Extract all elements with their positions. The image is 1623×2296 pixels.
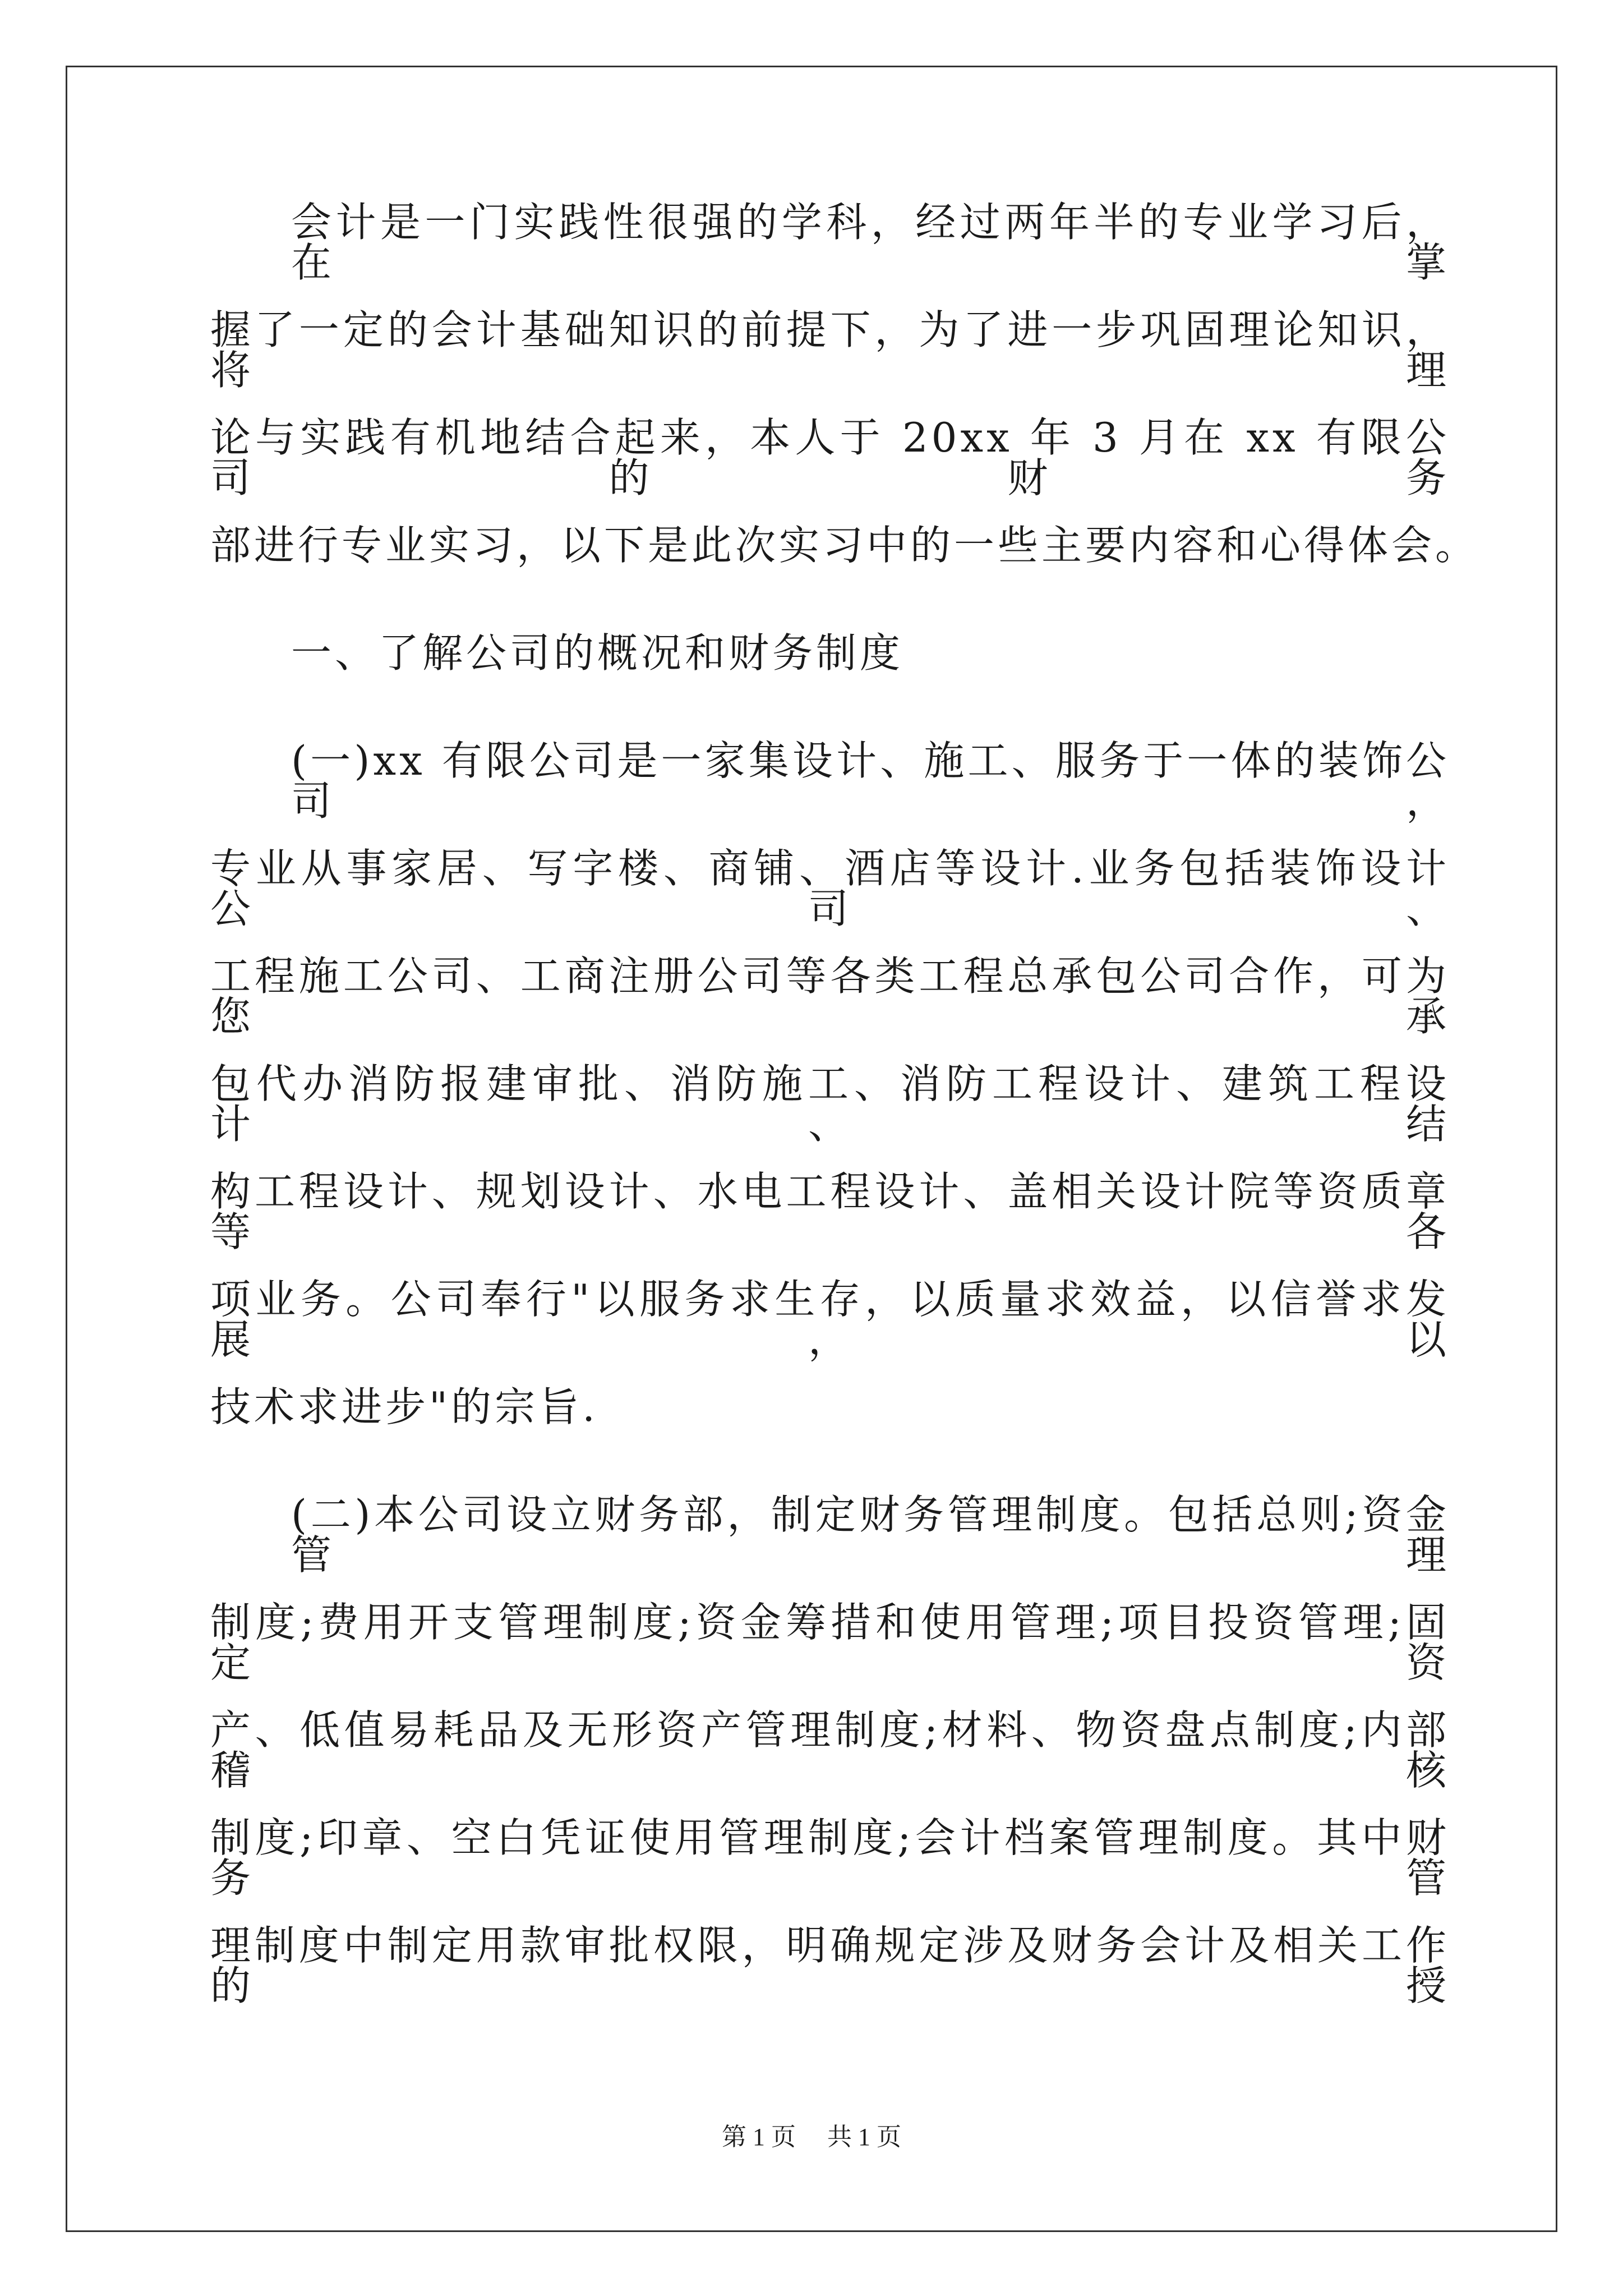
paragraph-3-line-2: 制度;费用开支管理制度;资金筹措和使用管理;项目投资管理;固定资: [210, 1599, 1450, 1686]
paragraph-3-line-4: 制度;印章、空白凭证使用管理制度;会计档案管理制度。其中财务管: [210, 1814, 1450, 1902]
page-number-total: 共 1 页: [827, 2123, 901, 2151]
paragraph-2-line-3: 工程施工公司、工商注册公司等各类工程总承包公司合作，可为您承: [210, 953, 1450, 1040]
paragraph-1-line-2: 握了一定的会计基础知识的前提下，为了进一步巩固理论知识，将理: [210, 306, 1450, 394]
section-heading-1: 一、了解公司的概况和财务制度: [291, 629, 904, 677]
paragraph-2-line-6: 项业务。公司奉行"以服务求生存，以质量求效益，以信誉求发展，以: [210, 1276, 1450, 1363]
paragraph-3-line-1: (二)本公司设立财务部，制定财务管理制度。包括总则;资金管理: [291, 1491, 1450, 1579]
paragraph-2-line-7: 技术求进步"的宗旨.: [210, 1383, 599, 1430]
paragraph-1-line-1: 会计是一门实践性很强的学科，经过两年半的专业学习后，在掌: [291, 199, 1450, 286]
paragraph-3-line-3: 产、低值易耗品及无形资产管理制度;材料、物资盘点制度;内部稽核: [210, 1706, 1450, 1794]
paragraph-3-line-5: 理制度中制定用款审批权限，明确规定涉及财务会计及相关工作的授: [210, 1922, 1450, 2009]
paragraph-1-line-3: 论与实践有机地结合起来，本人于 20xx 年 3 月在 xx 有限公司的财务: [210, 414, 1450, 501]
page-footer: [0, 2123, 1623, 2151]
paragraph-2-line-2: 专业从事家居、写字楼、商铺、酒店等设计.业务包括装饰设计公司、: [210, 845, 1450, 932]
paragraph-1-line-4: 部进行专业实习，以下是此次实习中的一些主要内容和心得体会。: [210, 522, 1479, 569]
paragraph-2-line-4: 包代办消防报建审批、消防施工、消防工程设计、建筑工程设计、结: [210, 1060, 1450, 1148]
page-number-current: 第 1 页: [722, 2123, 796, 2151]
paragraph-2-line-1: (一)xx 有限公司是一家集设计、施工、服务于一体的装饰公司，: [291, 737, 1450, 825]
document-body: [210, 199, 1479, 2033]
paragraph-2-line-5: 构工程设计、规划设计、水电工程设计、盖相关设计院等资质章等各: [210, 1168, 1450, 1255]
